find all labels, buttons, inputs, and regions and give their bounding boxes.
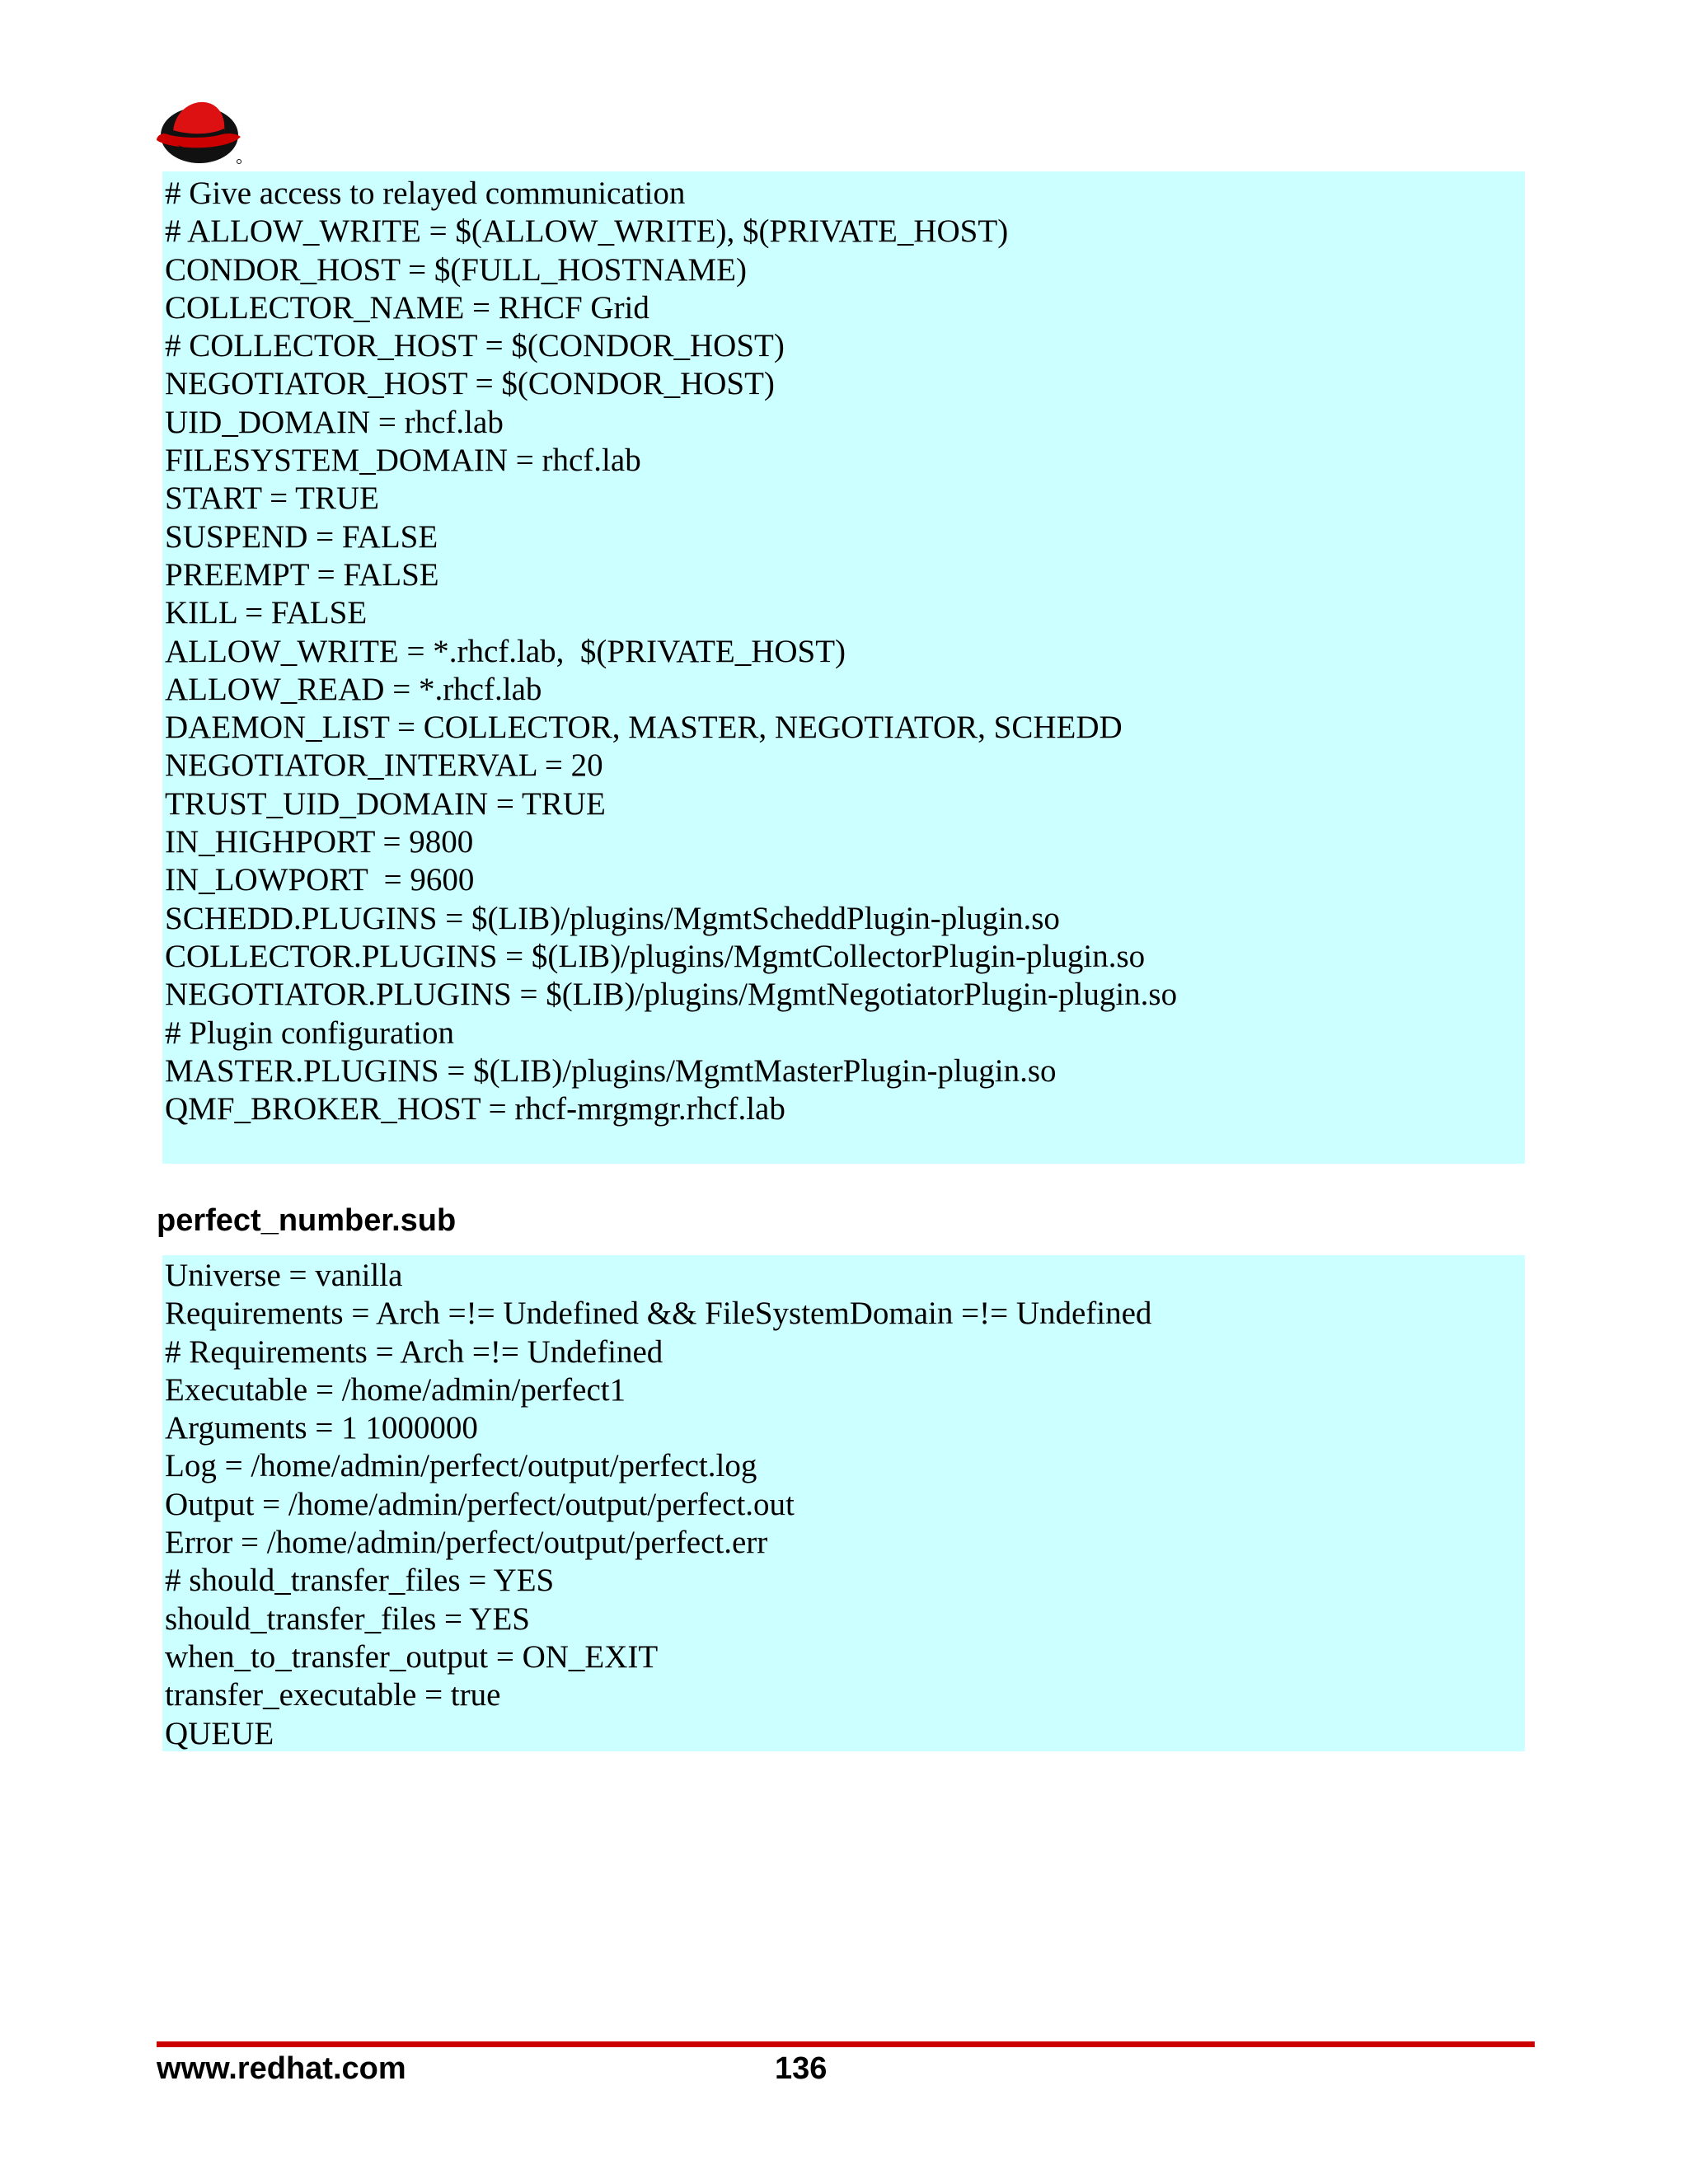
config-line: QMF_BROKER_HOST = rhcf-mrgmgr.rhcf.lab	[165, 1091, 785, 1127]
submit-line: Output = /home/admin/perfect/output/perfect.out	[165, 1486, 795, 1522]
config-line: DAEMON_LIST = COLLECTOR, MASTER, NEGOTIATOR, SCHEDD	[165, 710, 1123, 746]
config-line: START = TRUE	[165, 480, 379, 517]
config-line: COLLECTOR_NAME = RHCF Grid	[165, 289, 649, 326]
config-line: UID_DOMAIN = rhcf.lab	[165, 404, 504, 440]
config-line: MASTER.PLUGINS = $(LIB)/plugins/MgmtMasterPlugin-plugin.so	[165, 1052, 1057, 1089]
config-line: ALLOW_READ = *.rhcf.lab	[165, 671, 542, 707]
footer-url-link[interactable]: www.redhat.com	[157, 2051, 406, 2086]
config-line: IN_LOWPORT = 9600	[165, 862, 475, 898]
config-line: FILESYSTEM_DOMAIN = rhcf.lab	[165, 443, 641, 479]
config-line: # Give access to relayed communication	[165, 176, 686, 211]
config-line: NEGOTIATOR.PLUGINS = $(LIB)/plugins/MgmtNegotiatorPlugin-plugin.so	[165, 977, 1178, 1013]
submit-line: Log = /home/admin/perfect/output/perfect.log	[165, 1448, 757, 1484]
condor-config-block	[162, 171, 1525, 1164]
submit-line: when_to_transfer_output = ON_EXIT	[165, 1638, 659, 1675]
config-line: CONDOR_HOST = $(FULL_HOSTNAME)	[165, 251, 747, 288]
submit-line: Arguments = 1 1000000	[165, 1410, 478, 1446]
submit-line: transfer_executable = true	[165, 1677, 501, 1713]
config-line: SCHEDD.PLUGINS = $(LIB)/plugins/MgmtScheddPlugin-plugin.so	[165, 900, 1060, 936]
page-number: 136	[775, 2051, 828, 2086]
config-line: COLLECTOR.PLUGINS = $(LIB)/plugins/MgmtCollectorPlugin-plugin.so	[165, 938, 1146, 974]
submit-line: # Requirements = Arch =!= Undefined	[165, 1333, 663, 1370]
submit-line: Requirements = Arch =!= Undefined && FileSystemDomain =!= Undefined	[165, 1296, 1152, 1332]
config-line: KILL = FALSE	[165, 595, 368, 631]
config-line: PREEMPT = FALSE	[165, 556, 439, 593]
config-line: ALLOW_WRITE = *.rhcf.lab, $(PRIVATE_HOST)	[165, 633, 846, 669]
submit-line: should_transfer_files = YES	[165, 1601, 530, 1637]
footer-divider	[157, 2041, 1535, 2047]
section-heading: perfect_number.sub	[157, 1203, 457, 1238]
config-line: # ALLOW_WRITE = $(ALLOW_WRITE), $(PRIVATE_HOST)	[165, 213, 1009, 250]
submit-line: Error = /home/admin/perfect/output/perfect.err	[165, 1525, 768, 1561]
submit-line: # should_transfer_files = YES	[165, 1563, 555, 1599]
submit-file-block	[162, 1255, 1525, 1751]
config-line: # Plugin configuration	[165, 1015, 454, 1051]
config-line: SUSPEND = FALSE	[165, 518, 438, 555]
submit-line: Executable = /home/admin/perfect1	[165, 1371, 626, 1408]
config-line: # COLLECTOR_HOST = $(CONDOR_HOST)	[165, 328, 785, 364]
config-line: TRUST_UID_DOMAIN = TRUE	[165, 785, 606, 822]
config-line: IN_HIGHPORT = 9800	[165, 824, 474, 860]
redhat-logo-icon	[153, 97, 244, 166]
submit-line: Universe = vanilla	[165, 1258, 403, 1293]
config-line: NEGOTIATOR_HOST = $(CONDOR_HOST)	[165, 366, 775, 402]
submit-line: QUEUE	[165, 1715, 274, 1751]
config-line: NEGOTIATOR_INTERVAL = 20	[165, 748, 603, 784]
